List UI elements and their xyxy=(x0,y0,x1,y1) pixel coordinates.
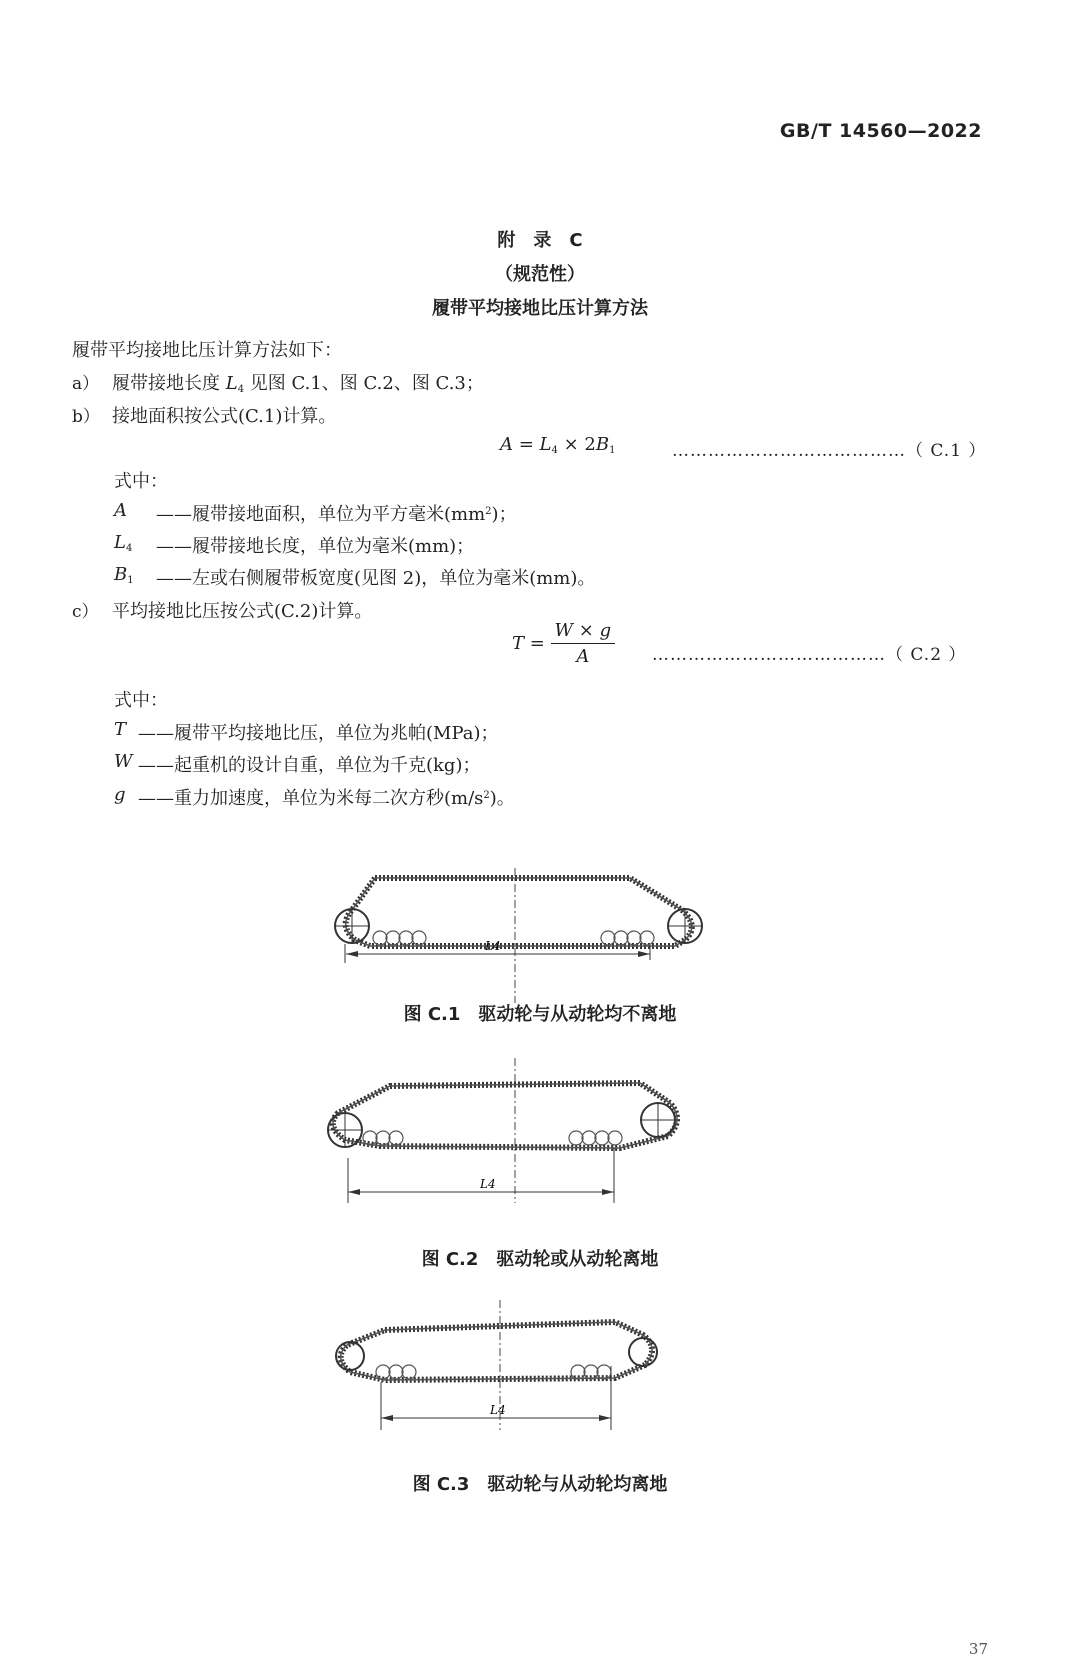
where-label: 式中： xyxy=(114,471,168,492)
item-mark: a） xyxy=(72,374,100,394)
figure-caption-c3: 图 C.3 驱动轮与从动轮均离地 xyxy=(412,1474,668,1495)
page-number: 37 xyxy=(968,1640,988,1658)
figure-c1-track-diagram xyxy=(330,868,720,1008)
list-item-a: a） 履带接地长度 $L_4$ 见图 C.1、图 C.2、图 C.3； xyxy=(72,373,484,395)
appendix-type: （规范性） xyxy=(495,264,585,285)
dimension-label-l4-3: L4 xyxy=(490,1403,506,1417)
dimension-label-l4: L4 xyxy=(485,939,501,953)
equation-number-c2: …………………………………（ C.2 ） xyxy=(652,645,967,665)
definition-a: A ——履带接地面积，单位为平方毫米$(mm^2)$； xyxy=(114,500,517,525)
definition-b1: $B_1$ ——左或右侧履带板宽度(见图 2)，单位为毫米(mm)。 xyxy=(114,564,596,589)
where-label-2: 式中： xyxy=(114,690,168,711)
intro-text: 履带平均接地比压计算方法如下： xyxy=(72,340,342,361)
figure-caption-c2: 图 C.2 驱动轮或从动轮离地 xyxy=(421,1249,659,1270)
list-item-b: b） 接地面积按公式(C.1)计算。 xyxy=(72,406,337,427)
definition-l4: $L_4$ ——履带接地长度，单位为毫米(mm)； xyxy=(114,532,475,557)
appendix-heading: 履带平均接地比压计算方法 xyxy=(432,298,648,319)
dimension-label-l4-2: L4 xyxy=(480,1177,496,1191)
fraction: $\frac{W \times g}{A}$ xyxy=(551,620,616,667)
definition-w: W ——起重机的设计自重，单位为千克(kg)； xyxy=(114,751,481,776)
figure-c2-track-diagram xyxy=(320,1058,710,1218)
definition-g: g ——重力加速度，单位为米每二次方秒$(m/s^2)$。 xyxy=(114,784,515,809)
figure-c3-track-diagram xyxy=(325,1300,675,1440)
list-item-c: c） 平均接地比压按公式(C.2)计算。 xyxy=(72,601,373,622)
equation-c1: $A = L_4 \times 2B_1$ xyxy=(500,434,616,456)
equation-number-c1: …………………………………（ C.1 ） xyxy=(672,441,987,461)
definition-t: T ——履带平均接地比压，单位为兆帕(MPa)； xyxy=(114,719,499,744)
equation-c2: T = $\frac{W \times g}{A}$ xyxy=(512,620,615,667)
figure-caption-c1: 图 C.1 驱动轮与从动轮均不离地 xyxy=(403,1004,677,1025)
appendix-label: 附 录 C xyxy=(497,230,583,251)
standard-number: GB/T 14560—2022 xyxy=(779,120,982,142)
